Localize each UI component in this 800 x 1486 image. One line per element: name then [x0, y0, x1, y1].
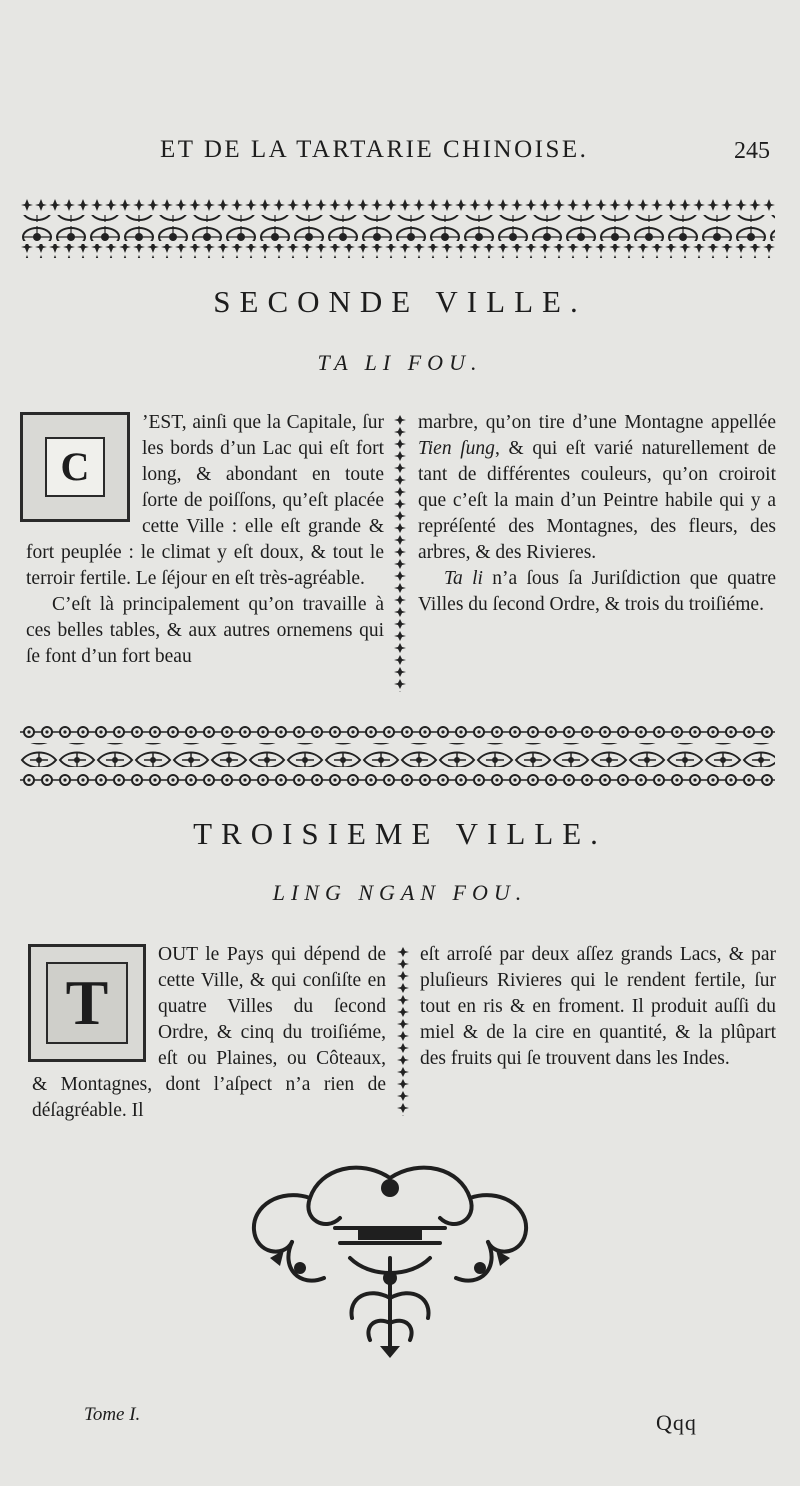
place-name-ta-li: Ta li — [444, 568, 483, 589]
section-subheading-ta-li-fou: TA LI FOU. — [317, 350, 483, 375]
ornament-band-middle — [20, 724, 775, 786]
section1-paragraph-1: ’EST, ainſi que la Capitale, ſur les bords d’un Lac qui eſt fort long, & abondant en toute ſorte de poiſſons, qu’eſt placée cette Ville : elle eſt grande & fort peuplée : le climat y eſt doux, & tout le terroir fertile. Le ſéjour en eſt très-agréable. — [26, 412, 384, 589]
dropcap-letter: T — [46, 962, 128, 1044]
text-run: marbre, qu’on tire d’une Montagne appellée — [418, 412, 776, 433]
section1-paragraph-2: C’eſt là principalement qu’on travaille à ces belles tables, & aux autres ornemens qui ſe font d’un fort beau — [26, 594, 384, 667]
dropcap-c — [20, 412, 130, 522]
section2-left-column — [32, 942, 386, 1124]
section-subheading-ling-ngan-fou: LING NGAN FOU. — [272, 880, 528, 905]
section2-right-column — [420, 942, 776, 1072]
place-name-tien-sung: Tien ſung — [418, 438, 495, 459]
dropcap-t — [28, 944, 146, 1062]
section1-paragraph-4 — [418, 566, 776, 618]
volume-label: Tome I. — [84, 1404, 141, 1425]
text-run: n’a ſous ſa Juriſdiction que quatre Villes du ſecond Ordre, & trois du troiſiéme. — [418, 568, 776, 615]
signature-mark: Qqq — [656, 1410, 697, 1435]
section1-paragraph-3 — [418, 410, 776, 566]
section2-paragraph-2: eſt arroſé par deux aſſez grands Lacs, & par pluſieurs Rivieres qui le rendent fertile, ſur tout en ris & en froment. Il produit auſſi du miel & de la cire en quantité, & la plûpart des fruits qui ſe trouvent dans les Indes. — [420, 944, 776, 1069]
column-divider-1 — [393, 414, 407, 692]
ornament-band-top — [20, 198, 775, 258]
section-heading-seconde-ville: SECONDE VILLE. — [213, 284, 587, 319]
tailpiece-ornament — [240, 1158, 540, 1358]
running-header — [0, 136, 800, 170]
section-heading-troisieme-ville: TROISIEME VILLE. — [193, 816, 607, 851]
column-divider-2 — [396, 946, 410, 1116]
dropcap-letter: C — [45, 437, 105, 497]
text-run: , & qui eſt varié naturellement de tant de différentes couleurs, qu’on croiroit que c’eſt la main d’un Peintre habile qui y a repréſenté des Montagnes, des fleurs, des arbres, & des Rivieres. — [418, 438, 776, 563]
section1-right-column — [418, 410, 776, 618]
section1-left-column — [26, 410, 384, 670]
section2-paragraph-1: OUT le Pays qui dépend de cette Ville, & qui conſiſte en quatre Villes du ſecond Ordre, & cinq du troiſiéme, eſt ou Plaines, ou Côteaux, & Montagnes, dont l’aſpect n’a rien de déſagréable. Il — [32, 944, 386, 1121]
page-number: 245 — [734, 138, 770, 164]
running-title: ET DE LA TARTARIE CHINOISE. — [160, 136, 589, 163]
